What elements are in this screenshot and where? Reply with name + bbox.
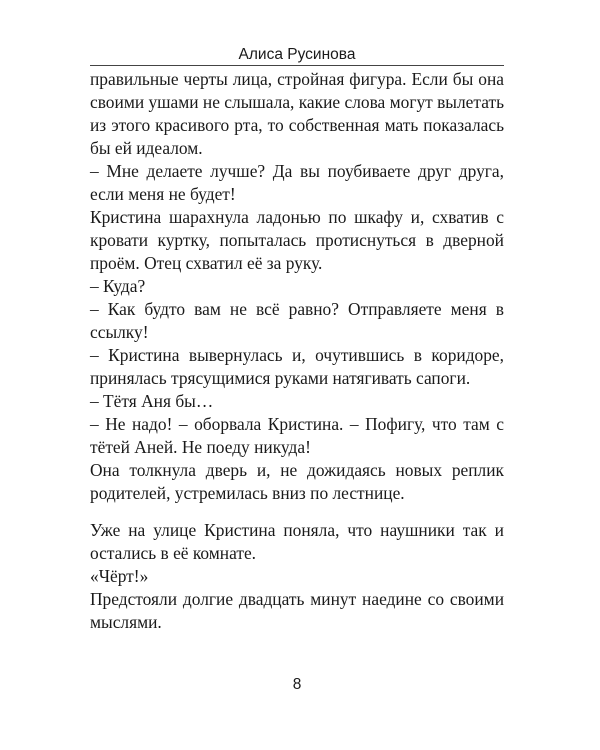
paragraph: – Мне делаете лучше? Да вы поубиваете друг друга, если меня не будет! [90,161,504,204]
paragraph: – Не надо! – оборвала Кристина. – Пофигу, что там с тётей Аней. Не поеду никуда! [90,414,504,457]
paragraph: – Куда? [90,276,146,296]
paragraph: Кристина шарахнула ладонью по шкафу и, схватив с кровати куртку, попыталась протиснуться в дверной проём. Отец схватил её за руку. [90,207,504,273]
paragraph: Уже на улице Кристина поняла, что наушники так и остались в её комнате. [90,520,504,563]
paragraph: правильные черты лица, стройная фигура. Если бы она своими ушами не слышала, какие слова могут вылетать из этого красивого рта, то собственная мать показалась бы ей идеалом. [90,69,504,158]
header-rule [90,65,504,66]
paragraph: – Как будто вам не всё равно? Отправляете меня в ссылку! [90,299,504,342]
paragraph: Она толкнула дверь и, не дожидаясь новых реплик родителей, устремилась вниз по лестнице. [90,460,504,503]
paragraph: Предстояли долгие двадцать минут наедине со своими мыслями. [90,589,504,632]
page-number: 8 [292,676,302,693]
paragraph: – Кристина вывернулась и, очутившись в коридоре, принялась трясущимися руками натягивать сапоги. [90,345,504,388]
paragraph: – Тётя Аня бы… [90,391,214,411]
running-header: Алиса Русинова [238,46,356,63]
section-gap [90,505,504,519]
page-body [90,68,504,634]
paragraph: «Чёрт!» [90,566,149,586]
